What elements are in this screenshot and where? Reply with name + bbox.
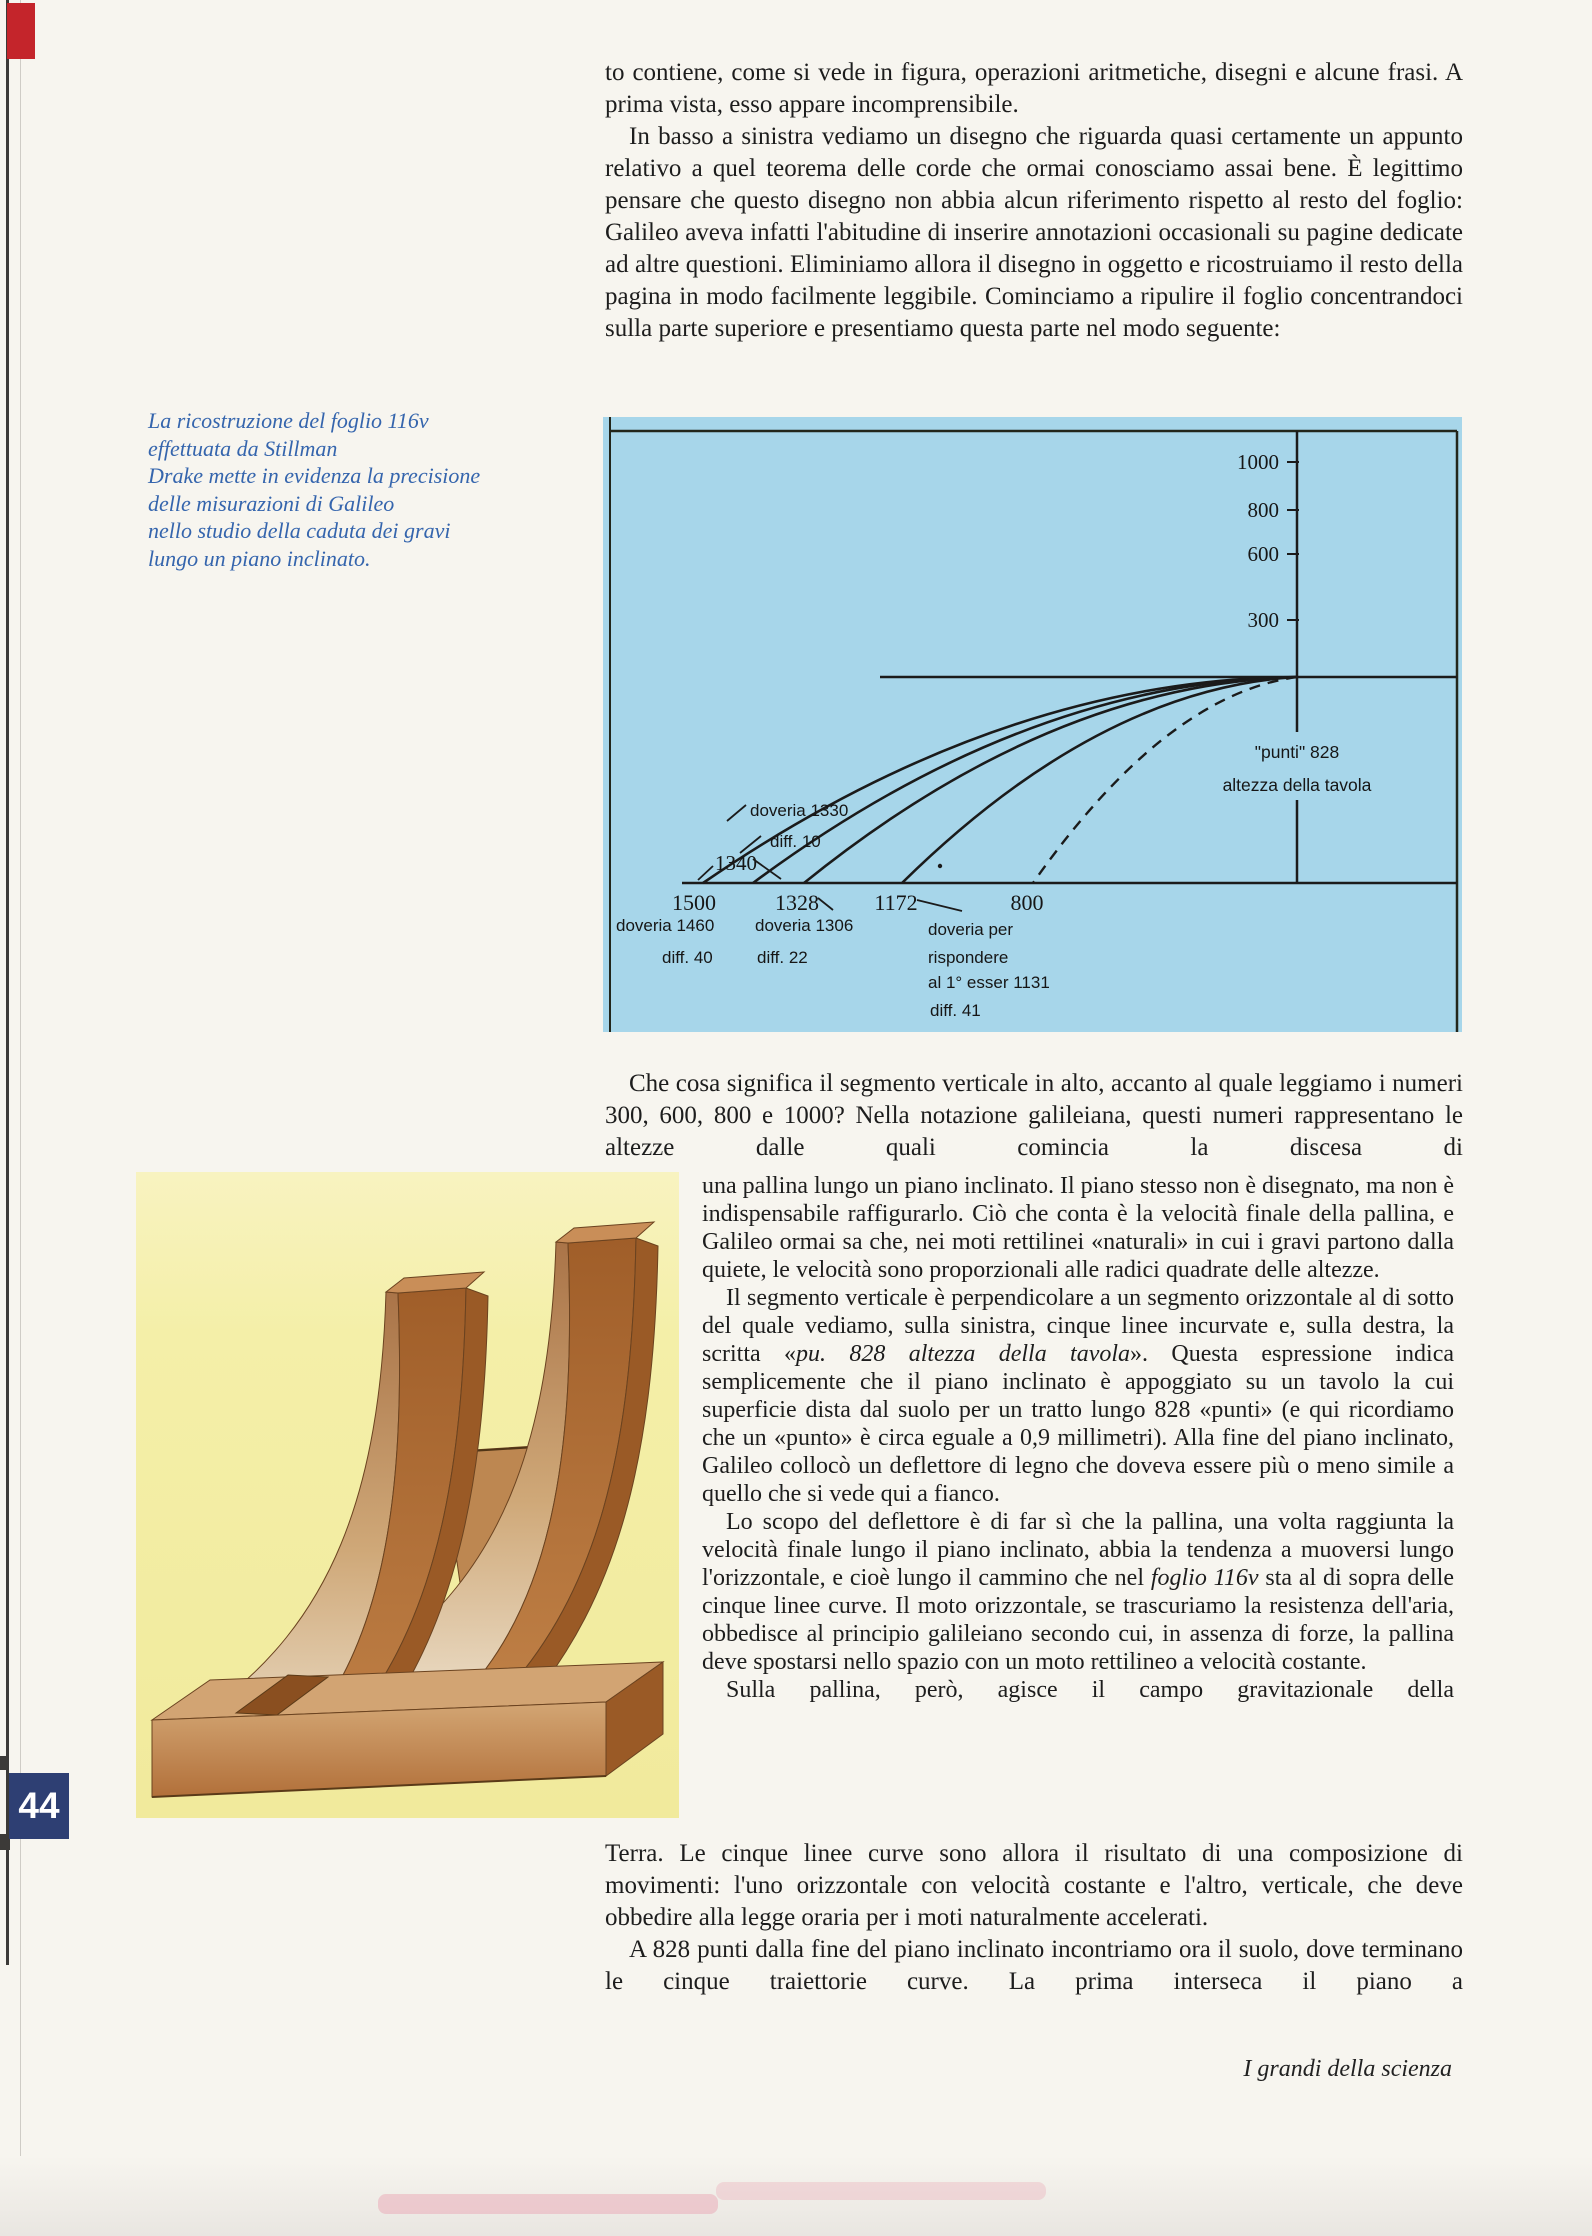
spine-line (6, 0, 9, 1965)
body-block-c (605, 1838, 1463, 1998)
caption-line: nello studio della caduta dei gravi (148, 518, 451, 543)
leader-1328 (818, 898, 833, 910)
page-number: 44 (18, 1785, 60, 1826)
deflector-svg (136, 1172, 679, 1818)
text-run: Il segmento verticale è perpendicolare a un segmento orizzontale al di sotto del quale vediamo, sulla sinistra, cinque linee incurvate e, sulla destra, la scritta « (702, 1285, 1454, 1367)
paragraph: to contiene, come si vede in figura, operazioni aritmetiche, disegni e alcune frasi. A prima vista, esso appare incomprensibile. (605, 59, 1463, 118)
paragraph (702, 1508, 1454, 1676)
height-label-300: 300 (1247, 608, 1279, 632)
figure-caption (148, 407, 480, 572)
footer-series-title: I grandi della scienza (1243, 2056, 1452, 2082)
caption-line: La ricostruzione del foglio 116v (148, 408, 429, 433)
diff-10-label: diff. 10 (770, 832, 821, 851)
paragraph: A 828 punti dalla fine del piano inclinato incontriamo ora il suolo, dove terminano le cinque traiettorie curve. La prima interseca il piano a (605, 1936, 1463, 1995)
caption-line: Drake mette in evidenza la precisione (148, 463, 481, 488)
paragraph: Sulla pallina, però, agisce il campo gravitazionale della (726, 1677, 1454, 1703)
caption-line: effettuata da Stillman (148, 435, 338, 461)
rispondere-label: rispondere (928, 948, 1009, 967)
leader-1172 (917, 900, 962, 911)
height-label-800: 800 (1247, 498, 1279, 522)
text-run: Lo scopo del deflettore è di far sì che la pallina, una volta raggiunta la velocità finale lungo il piano inclinato, abbia la tendenza a muoversi lungo l'orizzontale, e cioè lungo il cammino che nel (702, 1509, 1454, 1591)
caption-line: lungo un piano inclinato. (148, 545, 371, 571)
red-corner-mark (7, 3, 35, 59)
leader-1340-right (753, 859, 781, 879)
distance-1500: 1500 (672, 890, 716, 915)
altezza-tavola-label: altezza della tavola (1222, 775, 1372, 795)
top-text-block (605, 57, 1463, 345)
text-run: ». Questa espressione indica semplicemente che il piano inclinato è appoggiato su un tavolo la cui superficie dista dal suolo per un tratto lungo 828 «punti» (e qui ricordiamo che un «punto» è circa eguale a 0,9 millimetri). Alla fine del piano inclinato, Galileo collocò un deflettore di legno che doveva essere più o meno simile a quello che si vede qui a fianco. (702, 1341, 1455, 1507)
doveria-1306-label: doveria 1306 (755, 916, 854, 935)
distance-1328: 1328 (775, 890, 819, 915)
paragraph: In basso a sinistra vediamo un disegno che riguarda quasi certamente un appunto relativo a quel teorema delle corde che ormai conosciamo assai bene. È legittimo pensare che questo disegno non abbia alcun riferimento rispetto al resto del foglio: Galileo aveva infatti l'abitudine di inserire annotazioni occasionali su pagine dedicate ad altre questioni. Eliminiamo allora il disegno in oggetto e ricostruiamo il resto della pagina in modo facilmente leggibile. Cominciamo a ripulire il foglio concentrandoci sulla parte superiore e presentiamo questa parte nel modo seguente: (605, 123, 1463, 342)
height-label-1000: 1000 (1237, 450, 1279, 474)
page-number-badge (9, 1773, 69, 1839)
distance-800: 800 (1010, 890, 1044, 915)
scan-dot (938, 864, 942, 868)
body-block-a (605, 1068, 1463, 1164)
deflector-illustration (136, 1172, 679, 1818)
text-run: sta al di sopra delle cinque linee curve. Il moto orizzontale, se trascuriamo la resistenza dell'aria, obbedisce al principio galileiano secondo cui, in assenza di forze, la pallina deve spostarsi nello spazio con un moto rettilineo a velocità costante. (702, 1565, 1455, 1675)
diff-40-label: diff. 40 (662, 948, 713, 967)
italic-run: pu. 828 altezza della tavola (796, 1341, 1131, 1367)
caption-line: delle misurazioni di Galileo (148, 490, 395, 516)
diagram-svg (603, 417, 1462, 1032)
paragraph: Che cosa significa il segmento verticale in alto, accanto al quale leggiamo i numeri 300, 600, 800 e 1000? Nella notazione galileiana, questi numeri rappresentano le altezze dalle quali comincia la discesa di (605, 1070, 1463, 1161)
punti-828-label: "punti" 828 (1254, 742, 1340, 762)
diff-41-label: diff. 41 (930, 1001, 981, 1020)
spine-crease (20, 0, 21, 2236)
italic-run: foglio 116v (1150, 1565, 1259, 1591)
paragraph (702, 1284, 1454, 1508)
height-label-600: 600 (1247, 542, 1279, 566)
leader-doveria1330 (727, 805, 746, 821)
doveria-1330-label: doveria 1330 (750, 801, 849, 820)
al-primo-esser-label: al 1° esser 1131 (928, 973, 1050, 992)
distance-1172: 1172 (874, 890, 918, 915)
pink-smudge-2 (716, 2182, 1046, 2200)
paragraph: Terra. Le cinque linee curve sono allora il risultato di una composizione di movimenti: l'uno orizzontale con velocità costante e l'altro, verticale, che deve obbedire alla legge oraria per i moti naturalmente accelerati. (605, 1840, 1463, 1931)
trajectory-1 (703, 677, 1297, 883)
doveria-per-label: doveria per (928, 920, 1014, 939)
foglio-116v-diagram (603, 417, 1462, 1032)
body-block-b (702, 1172, 1454, 1704)
paragraph: una pallina lungo un piano inclinato. Il piano stesso non è disegnato, ma non è indispensabile raffigurarlo. Ciò che conta è la velocità finale della pallina, e Galileo ormai sa che, nei moti rettilinei «naturali» in cui i gravi partono dalla quiete, le velocità sono proporzionali alle radici quadrate delle altezze. (702, 1173, 1454, 1283)
pink-smudge-1 (378, 2194, 718, 2214)
doveria-1460-label: doveria 1460 (616, 916, 715, 935)
spine-mark-top (0, 1756, 9, 1770)
label-1340: 1340 (715, 851, 757, 875)
diff-22-label: diff. 22 (757, 948, 808, 967)
